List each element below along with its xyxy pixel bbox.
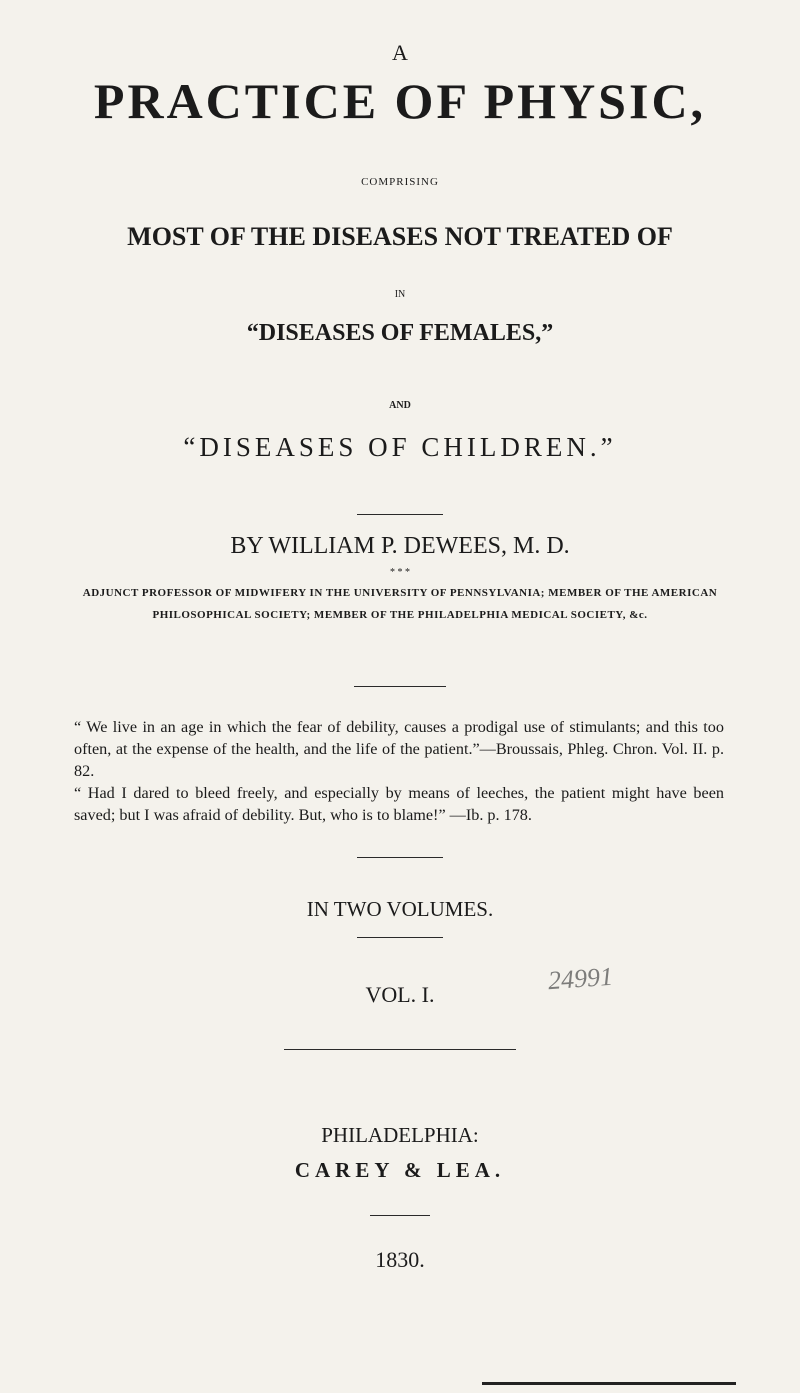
bottom-rule	[482, 1382, 736, 1385]
divider-rule	[354, 686, 446, 687]
divider-rule	[370, 1215, 430, 1216]
publisher-name: CAREY & LEA.	[294, 1158, 506, 1182]
epigraph-quote-2: “ Had I dared to bleed freely, and especially by means of leeches, the patient might have been saved; but I was afraid of debility. But, who is to blame!” —Ib. p. 178.	[74, 784, 724, 824]
library-stamp: 24991	[547, 961, 614, 996]
book-title: PRACTICE OF PHYSIC,	[93, 73, 707, 129]
epigraph-quote-1: “ We live in an age in which the fear of debility, causes a prodigal use of stimulants; and this too often, at the expense of the health, and the life of the patient.”—Broussais, Phleg. Chron. Vol. II. p. 82.	[74, 718, 724, 780]
volumes-note: IN TWO VOLUMES.	[306, 897, 494, 921]
subtitle: MOST OF THE DISEASES NOT TREATED OF	[127, 222, 673, 251]
author-credentials: ADJUNCT PROFESSOR OF MIDWIFERY IN THE UNIVERSITY OF PENNSYLVANIA; MEMBER OF THE AMERICAN PHILOSOPHICAL SOCIETY; MEMBER OF THE PHILADELPHIA MEDICAL SOCIETY, &c.	[82, 587, 718, 621]
publisher-city: PHILADELPHIA:	[321, 1123, 479, 1147]
diseases-children: “DISEASES OF CHILDREN.”	[183, 432, 617, 462]
title-prefix: A	[392, 40, 408, 65]
divider-rule	[357, 937, 443, 938]
divider-rule	[357, 514, 443, 515]
divider-rule	[357, 857, 443, 858]
volume-number: VOL. I.	[365, 982, 435, 1007]
in-label: IN	[394, 289, 406, 300]
ornament-stars: * * *	[390, 567, 410, 578]
diseases-females: “DISEASES OF FEMALES,”	[246, 320, 554, 346]
and-label: AND	[389, 400, 411, 411]
comprising-label: COMPRISING	[361, 176, 439, 188]
divider-rule	[284, 1049, 516, 1050]
author-byline: BY WILLIAM P. DEWEES, M. D.	[230, 533, 570, 559]
publication-year: 1830.	[375, 1247, 425, 1272]
